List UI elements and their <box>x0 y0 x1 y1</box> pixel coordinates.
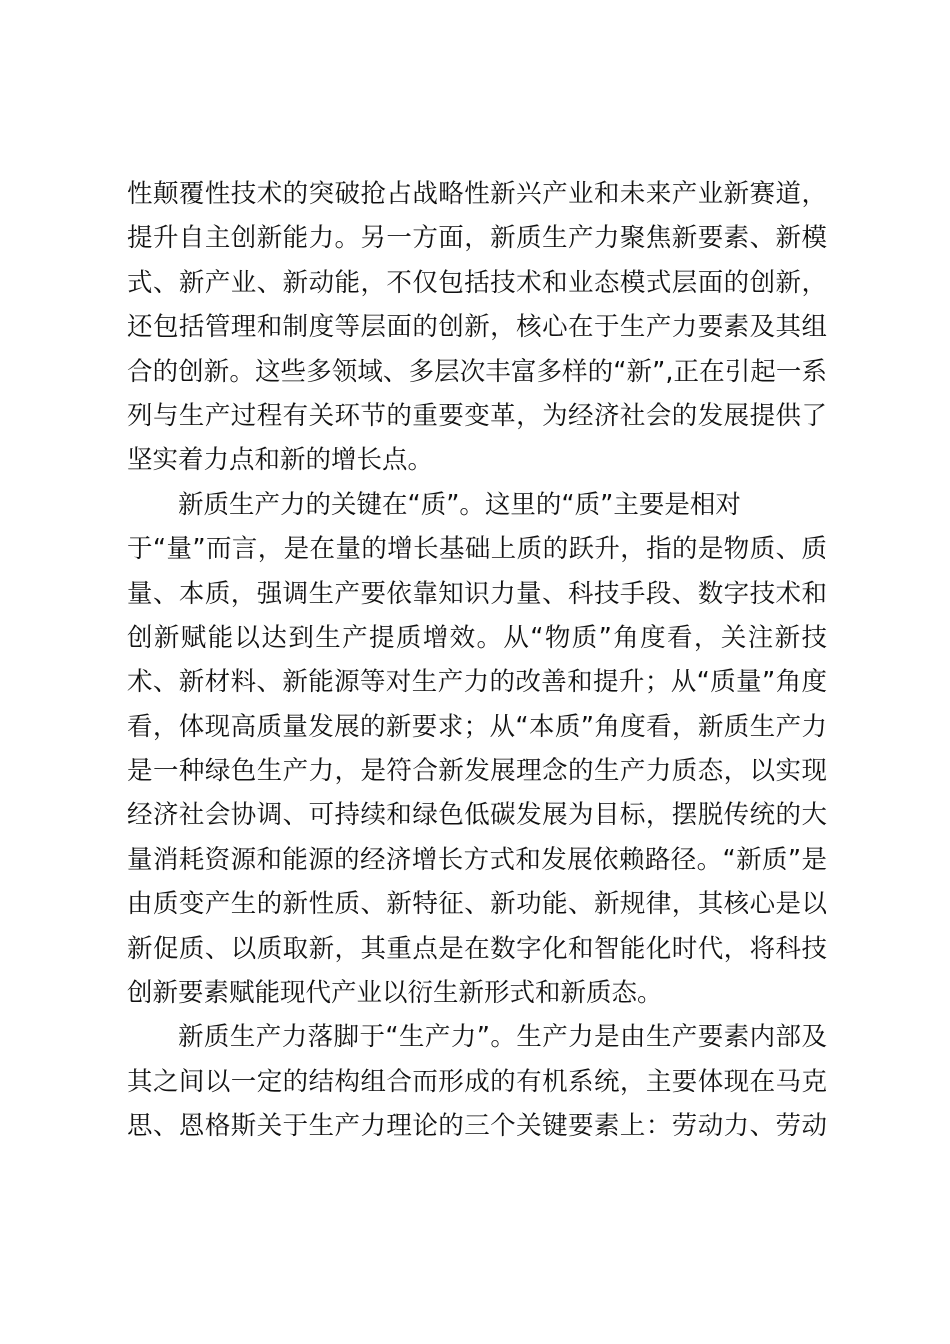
text-line: 由质变产生的新性质、新特征、新功能、新规律，其核心是以 <box>127 889 827 920</box>
text-line: 创新要素赋能现代产业以衍生新形式和新质态。 <box>127 978 663 1009</box>
text-line: 性颠覆性技术的突破抢占战略性新兴产业和未来产业新赛道， <box>127 179 827 209</box>
text-line: 量消耗资源和能源的经济增长方式和发展依赖路径。“新质”是 <box>127 844 827 875</box>
text-line: 是一种绿色生产力，是符合新发展理念的生产力质态，以实现 <box>127 756 827 787</box>
text-line: 还包括管理和制度等层面的创新，核心在于生产力要素及其组 <box>127 312 827 343</box>
text-line: 术、新材料、新能源等对生产力的改善和提升；从“质量”角度 <box>127 667 827 698</box>
text-line: 看，体现高质量发展的新要求；从“本质”角度看，新质生产力 <box>127 711 827 742</box>
document-body <box>127 172 827 1149</box>
text-line: 创新赋能以达到生产提质增效。从“物质”角度看，关注新技 <box>127 622 827 653</box>
text-line: 合的创新。这些多领域、多层次丰富多样的“新”,正在引起一系 <box>127 356 827 387</box>
text-line: 列与生产过程有关环节的重要变革，为经济社会的发展提供了 <box>127 400 827 431</box>
text-line: 新质生产力落脚于“生产力”。生产力是由生产要素内部及 <box>178 1022 827 1053</box>
text-line: 坚实着力点和新的增长点。 <box>127 445 434 476</box>
text-line: 于“量”而言，是在量的增长基础上质的跃升，指的是物质、质 <box>127 534 827 565</box>
text-line: 新促质、以质取新，其重点是在数字化和智能化时代，将科技 <box>127 933 827 964</box>
text-line: 新质生产力的关键在“质”。这里的“质”主要是相对 <box>178 489 741 520</box>
text-line: 经济社会协调、可持续和绿色低碳发展为目标，摆脱传统的大 <box>127 800 827 831</box>
text-line: 其之间以一定的结构组合而形成的有机系统，主要体现在马克 <box>127 1066 827 1097</box>
text-line: 式、新产业、新动能，不仅包括技术和业态模式层面的创新， <box>127 267 827 298</box>
text-line: 思、恩格斯关于生产力理论的三个关键要素上：劳动力、劳动 <box>127 1111 827 1142</box>
text-line: 提升自主创新能力。另一方面，新质生产力聚焦新要素、新模 <box>127 223 827 254</box>
text-line: 量、本质，强调生产要依靠知识力量、科技手段、数字技术和 <box>127 578 827 609</box>
